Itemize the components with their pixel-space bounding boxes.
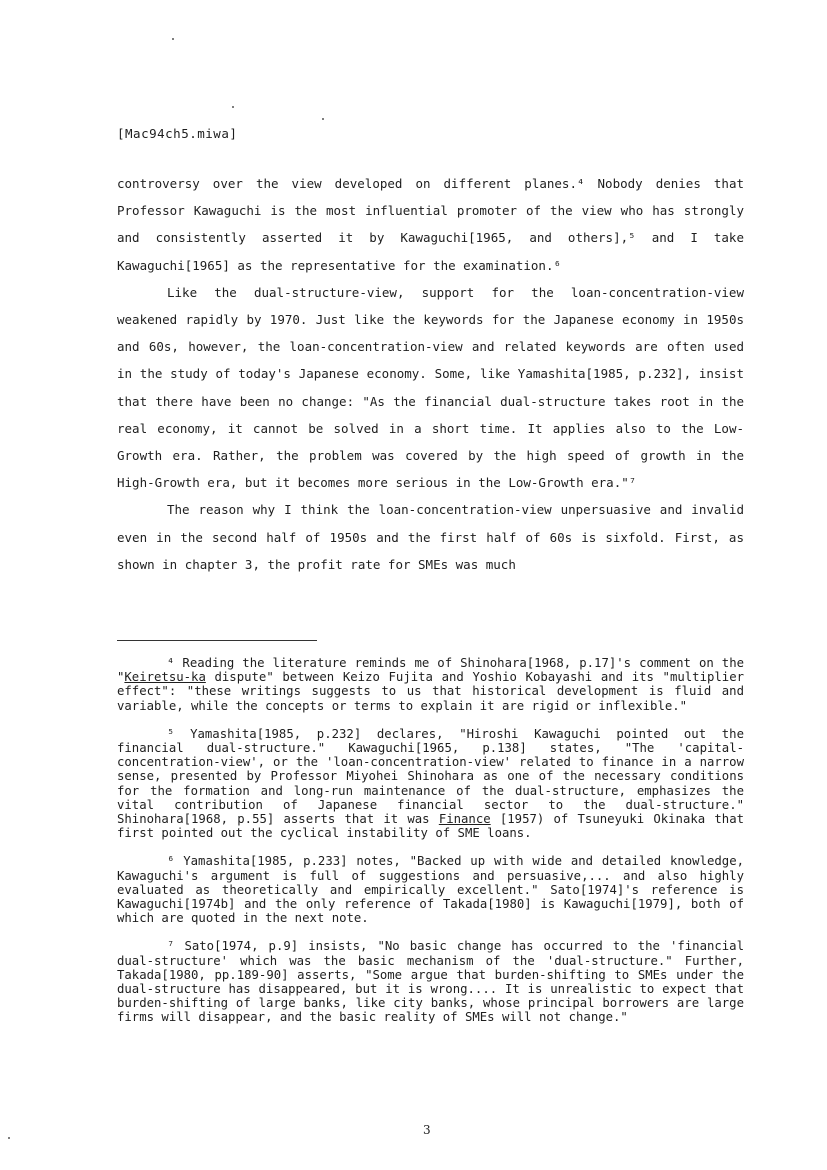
footnote-5-text-a: ⁵ Yamashita[1985, p.232] declares, "Hiroshi Kawaguchi pointed out the financial dual-structure." Kawaguchi[1965, p.138] states, "The 'capital-concentration-view', or the 'loan-concentration-view' related to finance in a narrow sense, presented by Professor Miyohei Shinohara as one of the necessary conditions for the formation and long-run maintenance of the dual-structure, emphasizes the vital contribution of Japanese financial sector to the dual-structure." Shinohara[1968, p.55] asserts that it was bbox=[117, 726, 744, 827]
scan-speck bbox=[322, 118, 324, 120]
footnote-separator bbox=[117, 640, 317, 641]
footnote-4-underlined: Keiretsu-ka bbox=[124, 670, 206, 685]
body-text bbox=[117, 170, 744, 578]
page-number: 3 bbox=[423, 1123, 431, 1137]
scan-speck bbox=[8, 1137, 10, 1139]
footnote-6: ⁶ Yamashita[1985, p.233] notes, "Backed up with wide and detailed knowledge, Kawaguchi's argument is full of suggestions and persuasive,... and also highly evaluated as theoretically and empirically excellent." Sato[1974]'s reference is Kawaguchi[1974b] and the only reference of Takada[1980] is Kawaguchi[1979], both of which are quoted in the next note. bbox=[117, 854, 744, 926]
scan-speck bbox=[172, 38, 174, 40]
paragraph-3: The reason why I think the loan-concentration-view unpersuasive and invalid even in the second half of 1950s and the first half of 60s is sixfold. First, as shown in chapter 3, the profit rate for SMEs was much bbox=[117, 502, 744, 572]
footnote-4-text-a: ⁴ Reading the literature reminds me of Shinohara[1968, p.17]'s comment on the " bbox=[117, 656, 744, 685]
footnote-5 bbox=[117, 727, 744, 841]
footnote-4-text-c: dispute" between Keizo Fujita and Yoshio Kobayashi and its "multiplier effect": "these writings suggests to us that historical development is fluid and variable, while the concepts or terms to explain it are rigid or inflexible." bbox=[117, 670, 744, 713]
paragraph-1: controversy over the view developed on different planes.⁴ Nobody denies that Professor Kawaguchi is the most influential promoter of the view who has strongly and consistently asserted it by Kawaguchi[1965, and others],⁵ and I take Kawaguchi[1965] as the representative for the examination.⁶ bbox=[117, 176, 744, 273]
footnote-7: ⁷ Sato[1974, p.9] insists, "No basic change has occurred to the 'financial dual-structure' which was the basic mechanism of the 'dual-structure." Further, Takada[1980, pp.189-90] asserts, "Some argue that burden-shifting to SMEs under the dual-structure has disappeared, but it is wrong.... It is unrealistic to expect that burden-shifting of large banks, like city banks, whose principal borrowers are large firms will disappear, and the basic reality of SMEs will not change." bbox=[117, 939, 744, 1025]
footnote-4 bbox=[117, 656, 744, 713]
footnote-5-text-c: [1957) of Tsuneyuki Okinaka that first pointed out the cyclical instability of SME loans. bbox=[117, 812, 744, 841]
file-header: [Mac94ch5.miwa] bbox=[117, 126, 238, 141]
scan-speck bbox=[232, 106, 234, 108]
footnote-5-underlined: Finance bbox=[438, 812, 491, 827]
paragraph-2: Like the dual-structure-view, support for the loan-concentration-view weakened rapidly by 1970. Just like the keywords for the Japanese economy in 1950s and 60s, however, the loan-concentration-view and related keywords are often used in the study of today's Japanese economy. Some, like Yamashita[1985, p.232], insist that there have been no change: "As the financial dual-structure takes root in the real economy, it cannot be solved in a short time. It applies also to the Low-Growth era. Rather, the problem was covered by the high speed of growth in the High-Growth era, but it becomes more serious in the Low-Growth era."⁷ bbox=[117, 284, 744, 491]
footnotes bbox=[117, 656, 744, 1039]
